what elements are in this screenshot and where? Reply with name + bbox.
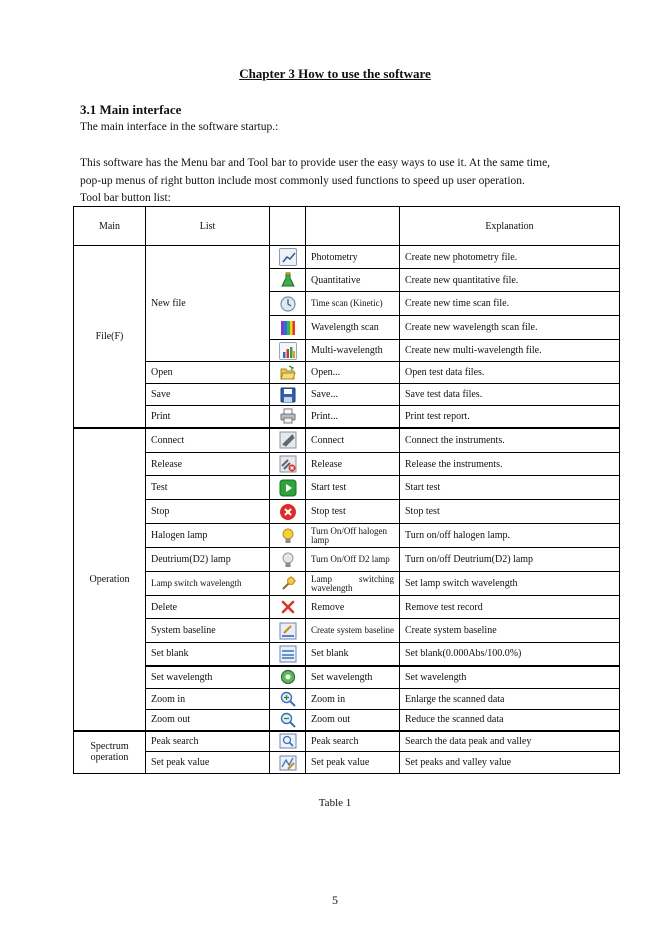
set-peak-icon[interactable] xyxy=(279,754,297,772)
icon-cell xyxy=(270,246,306,269)
table-row xyxy=(74,406,620,428)
row-list-label: System baseline xyxy=(146,619,270,643)
row-list-label: Delete xyxy=(146,596,270,619)
button-explanation: Turn on/off halogen lamp. xyxy=(400,524,620,548)
button-name: Remove xyxy=(306,596,400,619)
button-explanation: Turn on/off Deutrium(D2) lamp xyxy=(400,548,620,572)
icon-cell xyxy=(270,643,306,666)
table-row xyxy=(74,752,620,774)
row-list-label: Set peak value xyxy=(146,752,270,774)
button-explanation: Create new photometry file. xyxy=(400,246,620,269)
button-explanation: Stop test xyxy=(400,500,620,524)
release-icon[interactable] xyxy=(279,455,297,473)
table-intro: Tool bar button list: xyxy=(80,192,171,204)
icon-cell xyxy=(270,428,306,453)
button-explanation: Set blank(0.000Abs/100.0%) xyxy=(400,643,620,666)
button-explanation: Open test data files. xyxy=(400,362,620,384)
table-row xyxy=(74,548,620,572)
description-line-2: pop-up menus of right button include most commonly used functions to speed up user operation. xyxy=(80,175,525,187)
bar-chart-icon[interactable] xyxy=(279,342,297,360)
folder-open-icon[interactable] xyxy=(279,364,297,382)
row-list-label: Connect xyxy=(146,428,270,453)
button-name: Release xyxy=(306,453,400,476)
chapter-title: Chapter 3 How to use the software xyxy=(239,66,431,81)
table-row xyxy=(74,476,620,500)
row-list-label: Open xyxy=(146,362,270,384)
icon-cell xyxy=(270,572,306,596)
header-explanation: Explanation xyxy=(400,207,620,246)
toolbar-button-table xyxy=(73,206,620,774)
button-explanation: Save test data files. xyxy=(400,384,620,406)
stop-icon[interactable] xyxy=(279,503,297,521)
baseline-icon[interactable] xyxy=(279,622,297,640)
page-number: 5 xyxy=(332,893,338,907)
d2-lamp-icon[interactable] xyxy=(279,551,297,569)
button-explanation: Set lamp switch wavelength xyxy=(400,572,620,596)
button-name: Connect xyxy=(306,428,400,453)
table-row xyxy=(74,710,620,731)
blank-icon[interactable] xyxy=(279,645,297,663)
row-list-label: Halogen lamp xyxy=(146,524,270,548)
button-name: Start test xyxy=(306,476,400,500)
button-explanation: Enlarge the scanned data xyxy=(400,689,620,710)
button-name: Stop test xyxy=(306,500,400,524)
table-row xyxy=(74,643,620,666)
table-row xyxy=(74,453,620,476)
clock-icon[interactable] xyxy=(279,295,297,313)
icon-cell xyxy=(270,476,306,500)
header-list: List xyxy=(146,207,270,246)
flask-icon[interactable] xyxy=(279,271,297,289)
button-name: Wavelength scan xyxy=(306,316,400,340)
group-operation: Operation xyxy=(74,428,146,731)
button-explanation: Set wavelength xyxy=(400,666,620,689)
row-list-label: Set blank xyxy=(146,643,270,666)
button-explanation: Release the instruments. xyxy=(400,453,620,476)
peak-search-icon[interactable] xyxy=(279,732,297,750)
section-title: 3.1 Main interface xyxy=(80,102,182,117)
button-explanation: Create new quantitative file. xyxy=(400,269,620,292)
intro-paragraph: The main interface in the software startup.: xyxy=(80,121,279,133)
table-row xyxy=(74,572,620,596)
button-explanation: Reduce the scanned data xyxy=(400,710,620,731)
header-main: Main xyxy=(74,207,146,246)
spectrum-icon[interactable] xyxy=(279,319,297,337)
button-name: Create system baseline xyxy=(306,619,400,643)
button-name: Turn On/Off halogen lamp xyxy=(306,524,400,548)
zoom-in-icon[interactable] xyxy=(279,690,297,708)
icon-cell xyxy=(270,316,306,340)
halogen-lamp-icon[interactable] xyxy=(279,527,297,545)
table-row xyxy=(74,384,620,406)
row-list-label: Release xyxy=(146,453,270,476)
group-new-file: New file xyxy=(146,246,270,362)
row-list-label: Lamp switch wavelength xyxy=(146,572,270,596)
button-name: Set wavelength xyxy=(306,666,400,689)
button-explanation: Print test report. xyxy=(400,406,620,428)
header-name xyxy=(306,207,400,246)
button-explanation: Connect the instruments. xyxy=(400,428,620,453)
button-explanation: Remove test record xyxy=(400,596,620,619)
button-name: Set peak value xyxy=(306,752,400,774)
floppy-disk-icon[interactable] xyxy=(279,386,297,404)
icon-cell xyxy=(270,596,306,619)
table-caption: Table 1 xyxy=(318,797,352,809)
icon-cell xyxy=(270,500,306,524)
table-row xyxy=(74,596,620,619)
row-list-label: Save xyxy=(146,384,270,406)
icon-cell xyxy=(270,384,306,406)
button-name: Save... xyxy=(306,384,400,406)
icon-cell xyxy=(270,406,306,428)
button-name: Set blank xyxy=(306,643,400,666)
button-explanation: Set peaks and valley value xyxy=(400,752,620,774)
icon-cell xyxy=(270,752,306,774)
connect-icon[interactable] xyxy=(279,431,297,449)
button-name: Photometry xyxy=(306,246,400,269)
header-icon xyxy=(270,207,306,246)
lamp-switch-icon[interactable] xyxy=(279,575,297,593)
row-list-label: Deutrium(D2) lamp xyxy=(146,548,270,572)
icon-cell xyxy=(270,710,306,731)
table-row xyxy=(74,731,620,752)
icon-cell xyxy=(270,453,306,476)
group-spectrum-operation: Spectrum operation xyxy=(74,731,146,774)
zoom-out-icon[interactable] xyxy=(279,711,297,729)
table-row xyxy=(74,246,620,269)
table-row xyxy=(74,666,620,689)
table-row xyxy=(74,362,620,384)
printer-icon[interactable] xyxy=(279,407,297,425)
row-list-label: Test xyxy=(146,476,270,500)
description-line-1: This software has the Menu bar and Tool bar to provide user the easy ways to use it. At the same time, xyxy=(80,157,551,169)
button-name: Time scan (Kinetic) xyxy=(306,292,400,316)
icon-cell xyxy=(270,269,306,292)
group-file: File(F) xyxy=(74,246,146,428)
icon-cell xyxy=(270,292,306,316)
icon-cell xyxy=(270,666,306,689)
button-name: Multi-wavelength xyxy=(306,340,400,362)
table-row xyxy=(74,689,620,710)
button-name: Quantitative xyxy=(306,269,400,292)
table-header-row xyxy=(74,207,620,246)
icon-cell xyxy=(270,340,306,362)
row-list-label: Print xyxy=(146,406,270,428)
button-explanation: Create new time scan file. xyxy=(400,292,620,316)
icon-cell xyxy=(270,619,306,643)
row-list-label: Set wavelength xyxy=(146,666,270,689)
wavelength-icon[interactable] xyxy=(279,668,297,686)
icon-cell xyxy=(270,362,306,384)
button-name: Zoom out xyxy=(306,710,400,731)
delete-x-icon[interactable] xyxy=(279,598,297,616)
table-row xyxy=(74,619,620,643)
icon-cell xyxy=(270,689,306,710)
button-explanation: Create new multi-wavelength file. xyxy=(400,340,620,362)
button-explanation: Search the data peak and valley xyxy=(400,731,620,752)
button-name: Print... xyxy=(306,406,400,428)
photometry-icon[interactable] xyxy=(279,248,297,266)
button-explanation: Start test xyxy=(400,476,620,500)
table-row xyxy=(74,428,620,453)
row-list-label: Zoom in xyxy=(146,689,270,710)
button-name: Turn On/Off D2 lamp xyxy=(306,548,400,572)
button-name: Lamp switching wavelength xyxy=(306,572,400,596)
row-list-label: Stop xyxy=(146,500,270,524)
button-explanation: Create new wavelength scan file. xyxy=(400,316,620,340)
row-list-label: Peak search xyxy=(146,731,270,752)
button-explanation: Create system baseline xyxy=(400,619,620,643)
button-name: Zoom in xyxy=(306,689,400,710)
play-icon[interactable] xyxy=(279,479,297,497)
button-name: Open... xyxy=(306,362,400,384)
table-row xyxy=(74,500,620,524)
table-row xyxy=(74,524,620,548)
icon-cell xyxy=(270,731,306,752)
row-list-label: Zoom out xyxy=(146,710,270,731)
icon-cell xyxy=(270,548,306,572)
icon-cell xyxy=(270,524,306,548)
button-name: Peak search xyxy=(306,731,400,752)
